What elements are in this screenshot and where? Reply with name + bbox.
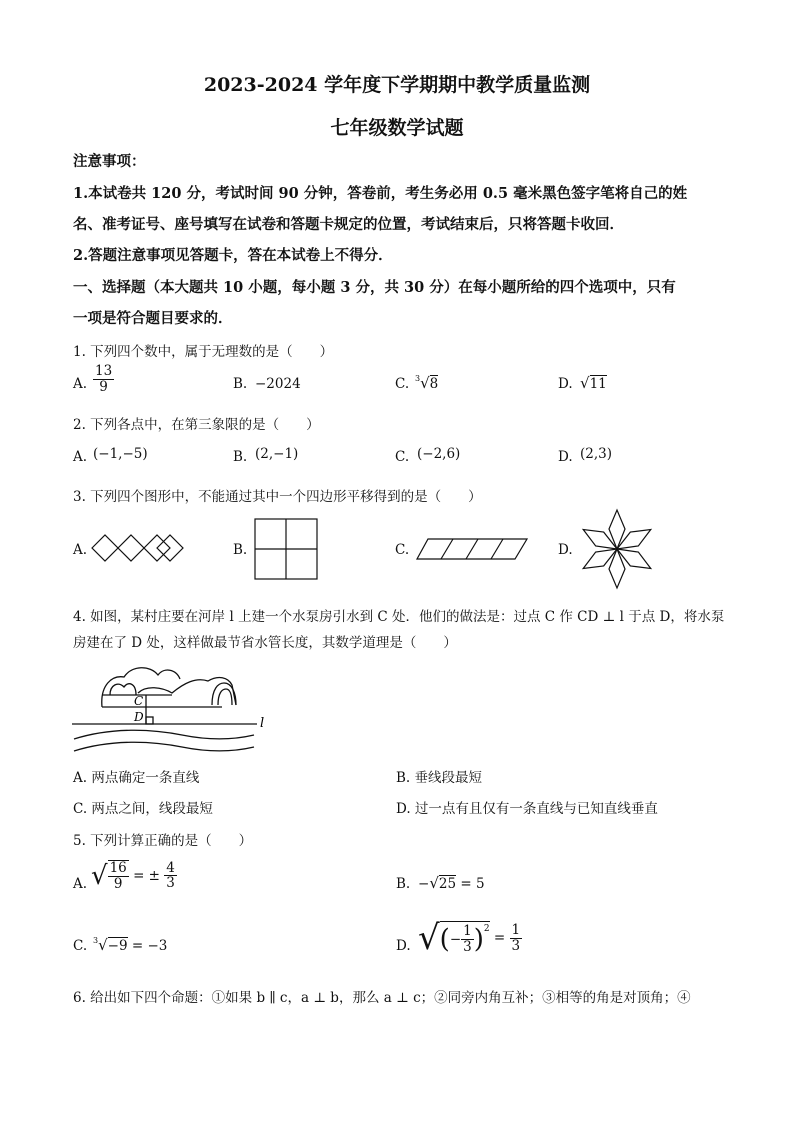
q1-d-radicand: 11: [589, 376, 607, 392]
q2-option-d: (2,3): [580, 446, 613, 462]
q5-a-numerator: 16: [109, 860, 127, 876]
right-paren-icon: ): [473, 924, 484, 955]
q3-stem: 3. 下列四个图形中，不能通过其中一个四边形平移得到的是（ ）: [73, 489, 482, 505]
q1-a-numerator: 13: [95, 363, 113, 379]
q1-stem: 1. 下列四个数中，属于无理数的是（ ）: [73, 344, 334, 360]
q1-option-a: [93, 364, 114, 395]
q5-a-result-numerator: 4: [166, 859, 175, 876]
notice-heading: 注意事项：: [73, 153, 146, 170]
radical-sign-icon: √: [420, 374, 430, 392]
q5-a-result-denominator: 3: [166, 875, 175, 892]
q2-option-c-label: C.: [395, 449, 410, 465]
page-subtitle: 七年级数学试题: [330, 117, 464, 139]
q4-option-c: C. 两点之间，线段最短: [73, 801, 213, 817]
q3-option-b-label: B.: [233, 542, 248, 558]
q5-option-a: [91, 860, 177, 892]
q4-fig-label-d: D: [134, 710, 144, 724]
q4-stem-line-1: 4. 如图，某村庄要在河岸 l 上建一个水泵房引水到 C 处．他们的做法是：过点 C 作 CD ⊥ l 于点 D，将水泵: [73, 609, 725, 625]
q5-b-equals: = 5: [460, 876, 485, 892]
q2-option-b-label: B.: [233, 449, 248, 465]
q5-d-exponent: 2: [483, 924, 490, 935]
q4-fig-label-l: l: [260, 716, 265, 731]
q6-stem: 6. 给出如下四个命题：①如果 b ∥ c，a ⊥ b，那么 a ⊥ c；②同旁内角互补；③相等的角是对顶角；④: [73, 990, 691, 1006]
q1-option-b: −2024: [255, 376, 301, 392]
q5-c-radicand: −9: [107, 938, 128, 954]
q1-a-denominator: 9: [99, 378, 108, 395]
q3-figure-d-star: [577, 508, 657, 590]
q4-option-b: B. 垂线段最短: [396, 770, 483, 786]
q5-stem: 5. 下列计算正确的是（ ）: [73, 833, 253, 849]
q1-c-index: 3: [415, 374, 421, 383]
q2-option-c: (−2,6): [417, 446, 461, 462]
q5-option-d: √(− $\frac{1}{3}$ )$^2$ = $\frac{1}{3}$: [418, 918, 521, 958]
q5-b-radicand: 25: [438, 876, 457, 892]
q5-option-d-label: D.: [396, 938, 411, 954]
section-heading-1: 一、选择题（本大题共 10 小题，每小题 3 分，共 30 分）在每小题所给的四个选项中，只有: [73, 279, 676, 296]
notice-line-3: 2.答题注意事项见答题卡，答在本试卷上不得分．: [73, 247, 393, 264]
section-heading-2: 一项是符合题目要求的．: [73, 310, 233, 327]
q4-stem-line-2: 房建在了 D 处，这样做最节省水管长度，其数学道理是（ ）: [73, 635, 457, 651]
q1-option-d-label: D.: [558, 376, 573, 392]
radical-sign-icon: √: [418, 918, 440, 958]
q5-option-b: [418, 874, 485, 892]
q3-figure-c-parallelograms: [416, 538, 528, 560]
q5-option-c-label: C.: [73, 938, 88, 954]
q2-option-b: (2,−1): [255, 446, 299, 462]
q2-option-d-label: D.: [558, 449, 573, 465]
q4-option-d: D. 过一点有且仅有一条直线与已知直线垂直: [396, 801, 658, 817]
q3-option-d-label: D.: [558, 542, 573, 558]
q2-stem: 2. 下列各点中，在第三象限的是（ ）: [73, 417, 320, 433]
q1-option-a-label: A.: [73, 376, 88, 392]
q5-d-result-denominator: 3: [511, 937, 521, 954]
q5-d-numerator: 1: [463, 923, 472, 940]
q5-c-equals: = −3: [131, 938, 168, 954]
notice-line-2: 名、准考证号、座号填写在试卷和答题卡规定的位置，考试结束后，只将答题卡收回．: [73, 216, 624, 233]
q3-option-c-label: C.: [395, 542, 410, 558]
q1-c-radicand: 8: [429, 376, 439, 392]
q2-option-a: (−1,−5): [93, 446, 148, 462]
q1-option-d: [580, 374, 607, 392]
q5-d-equals: =: [493, 930, 506, 946]
left-paren-icon: (: [439, 924, 450, 955]
q1-option-c: [415, 374, 438, 392]
q5-d-result-numerator: 1: [511, 921, 521, 938]
notice-line-1: 1.本试卷共 120 分，考试时间 90 分钟，答卷前，考生务必用 0.5 毫米黑色签字笔将自己的姓: [73, 185, 688, 202]
q2-option-a-label: A.: [73, 449, 88, 465]
q5-c-index: 3: [93, 936, 99, 945]
q5-d-denominator: 3: [463, 939, 472, 955]
q4-option-a: A. 两点确定一条直线: [73, 770, 200, 786]
radical-sign-icon: √: [98, 936, 108, 954]
q5-a-denominator: 9: [113, 875, 123, 892]
q5-b-minus: −: [418, 876, 430, 892]
radical-sign-icon: √: [429, 874, 439, 892]
q1-option-b-label: B.: [233, 376, 248, 392]
q3-option-a-label: A.: [73, 542, 88, 558]
q1-option-c-label: C.: [395, 376, 410, 392]
radical-sign-icon: √: [91, 860, 108, 891]
q5-option-a-label: A.: [73, 876, 88, 892]
q4-fig-label-c: C: [134, 694, 144, 708]
q5-option-c: [93, 936, 167, 954]
q5-option-b-label: B.: [396, 876, 411, 892]
radical-sign-icon: √: [580, 374, 590, 392]
q3-figure-a-diamonds: [90, 533, 185, 563]
q5-a-equals: = ±: [133, 867, 160, 884]
page-title: 2023-2024 学年度下学期期中教学质量监测: [203, 74, 591, 96]
q4-river-figure: [72, 655, 272, 757]
q3-figure-b-grid: [254, 518, 318, 580]
